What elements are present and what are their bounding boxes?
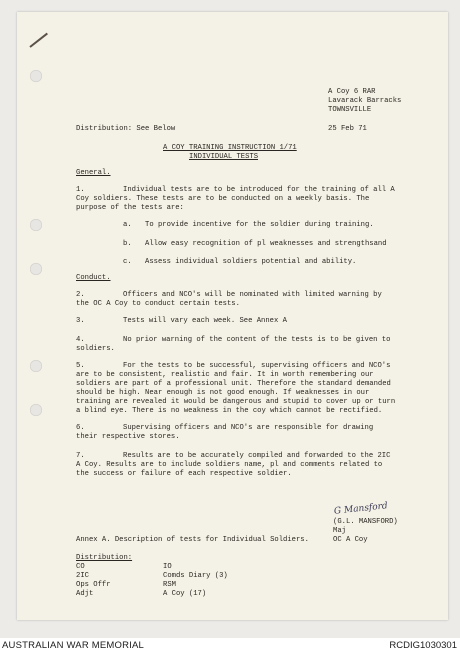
distribution-item: Adjt: [76, 590, 94, 598]
punch-hole-icon: [30, 360, 42, 372]
punch-hole-icon: [30, 263, 42, 275]
distribution-item: IO: [163, 563, 172, 571]
para-number: 1.: [76, 186, 85, 194]
annex-reference: Annex A. Description of tests for Individual Soldiers.: [76, 536, 309, 544]
para-number: 7.: [76, 452, 85, 460]
item-text: To provide incentive for the soldier during training.: [145, 221, 374, 229]
para-6: Supervising officers and NCO's are responsible for drawing their respective stores.: [76, 424, 374, 441]
distribution-item: Ops Offr: [76, 581, 111, 589]
section-heading-general: General.: [76, 169, 111, 177]
header-town: TOWNSVILLE: [328, 106, 372, 114]
para-1: Individual tests are to be introduced for the training of all A Coy soldiers. These tests are to be conducted on a weekly basis. The purpose of the tests are:: [76, 186, 395, 212]
header-location: Lavarack Barracks: [328, 97, 402, 105]
punch-hole-icon: [30, 404, 42, 416]
title-line-2: INDIVIDUAL TESTS: [189, 153, 259, 161]
title-line-1: A COY TRAINING INSTRUCTION 1/71: [163, 144, 297, 152]
punch-hole-icon: [30, 70, 42, 82]
distribution-item: Comds Diary (3): [163, 572, 228, 580]
item-label: a.: [123, 221, 132, 229]
archive-name: AUSTRALIAN WAR MEMORIAL: [2, 640, 145, 651]
distribution-item: RSM: [163, 581, 176, 589]
punch-hole-icon: [30, 219, 42, 231]
item-text: Allow easy recognition of pl weaknesses and strengthsand: [145, 240, 387, 248]
item-label: c.: [123, 258, 132, 266]
distribution-note: Distribution: See Below: [76, 125, 176, 133]
para-number: 4.: [76, 336, 85, 344]
para-5: For the tests to be successful, supervising officers and NCO's are to be consistent, realistic and fair. It in worth remembering our soldiers are part of a professional unit. Therefore the standard demanded should be high. Near enough is not good enough. If weaknesses in our training are revealed it would be dangerous and stupid to cover up or turn a blind eye. There is no weakness in the coy which cannot be rectified.: [76, 362, 396, 415]
distribution-item: CO: [76, 563, 85, 571]
para-number: 2.: [76, 291, 85, 299]
para-number: 5.: [76, 362, 85, 370]
header-unit: A Coy 6 RAR: [328, 88, 376, 96]
para-3: Tests will vary each week. See Annex A: [123, 317, 287, 325]
section-heading-conduct: Conduct.: [76, 274, 111, 282]
document-date: 25 Feb 71: [328, 125, 367, 133]
distribution-heading: Distribution:: [76, 554, 133, 562]
distribution-item: 2IC: [76, 572, 89, 580]
archive-footer: [0, 638, 460, 653]
signatory-name: (G.L. MANSFORD): [333, 518, 398, 526]
document-page: [17, 12, 448, 620]
para-number: 6.: [76, 424, 85, 432]
para-2: Officers and NCO's will be nominated with limited warning by the OC A Coy to conduct certain tests.: [76, 291, 382, 308]
item-label: b.: [123, 240, 132, 248]
para-4: No prior warning of the content of the tests is to be given to soldiers.: [76, 336, 391, 353]
para-7: Results are to be accurately compiled and forwarded to the 2IC A Coy. Results are to include soldiers name, pl and comments related to the success or failure of each respective soldier.: [76, 452, 391, 478]
handwritten-signature: G Mansford: [333, 501, 389, 517]
archive-record-id: RCDIG1030301: [389, 640, 457, 651]
para-number: 3.: [76, 317, 85, 325]
distribution-item: A Coy (17): [163, 590, 207, 598]
signatory-appointment: OC A Coy: [333, 536, 368, 544]
item-text: Assess individual soldiers potential and ability.: [145, 258, 357, 266]
signatory-rank: Maj: [333, 527, 346, 535]
pencil-mark: [29, 33, 48, 48]
